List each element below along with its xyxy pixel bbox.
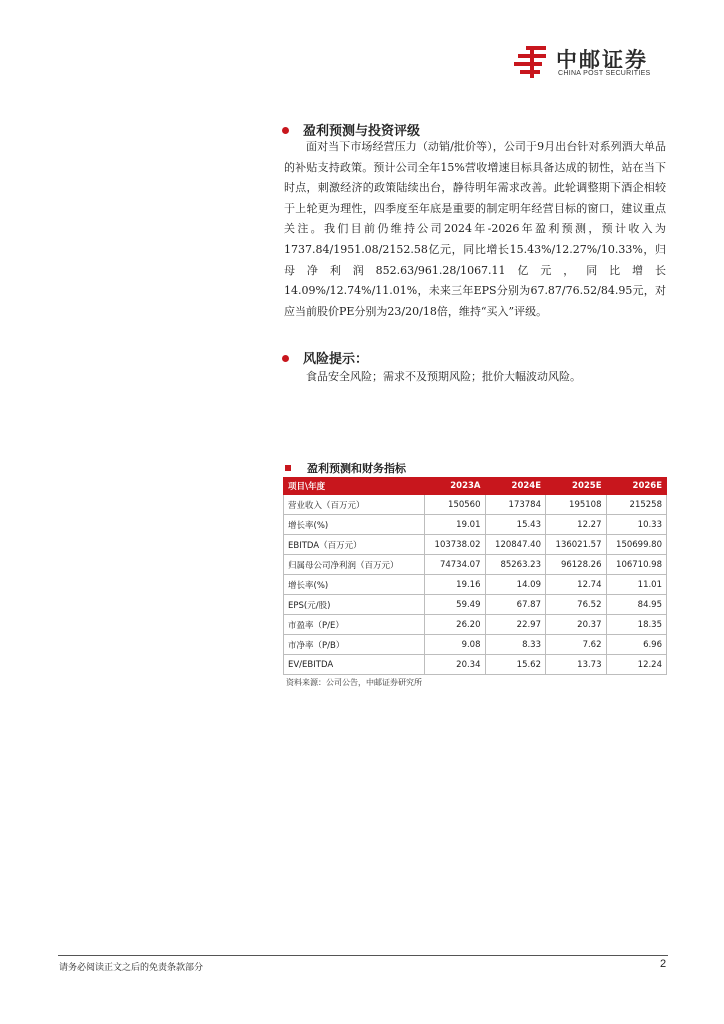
table-cell: 12.27	[546, 515, 607, 535]
table-cell: 195108	[546, 495, 607, 515]
table-row	[284, 615, 667, 635]
row-label: EV/EBITDA	[284, 655, 425, 675]
table-cell: 19.16	[425, 575, 486, 595]
table-cell: 215258	[606, 495, 667, 515]
table-cell: 67.87	[485, 595, 546, 615]
section-title: 盈利预测与投资评级	[303, 124, 421, 139]
table-cell: 150699.80	[606, 535, 667, 555]
risk-paragraph	[284, 367, 666, 388]
logo-chinese-text: 中邮证券	[556, 48, 648, 72]
table-cell: 85263.23	[485, 555, 546, 575]
square-bullet-icon	[285, 465, 291, 471]
table-row	[284, 535, 667, 555]
table-cell: 136021.57	[546, 535, 607, 555]
table-cell: 103738.02	[425, 535, 486, 555]
table-row	[284, 575, 667, 595]
row-label: 营业收入（百万元）	[284, 495, 425, 515]
row-label: 市净率（P/B）	[284, 635, 425, 655]
financial-table	[283, 477, 667, 675]
table-cell: 76.52	[546, 595, 607, 615]
table-cell: 84.95	[606, 595, 667, 615]
row-label: EPS(元/股)	[284, 595, 425, 615]
table-cell: 59.49	[425, 595, 486, 615]
company-logo	[512, 44, 672, 84]
table-title-text: 盈利预测和财务指标	[307, 462, 406, 475]
table-cell: 15.62	[485, 655, 546, 675]
table-cell: 26.20	[425, 615, 486, 635]
table-source-note: 资料来源：公司公告，中邮证券研究所	[286, 678, 422, 687]
forecast-text: 面对当下市场经营压力（动销/批价等），公司于9月出台针对系列酒大单品的补贴支持政策。预计公司全年15%营收增速目标具备达成的韧性，站在当下时点，刺激经济的政策陆续出台，静待明年需求改善。此轮调整期下酒企相较于上轮更为理性，四季度至年底是重要的制定明年经营目标的窗口，建议重点关注。我们目前仍维持公司2024年-2026年盈利预测，预计收入为1737.84/1951.08/2152.58亿元，同比增长15.43%/12.27%/10.33%，归母净利润852.63/961.28/1067.11亿元，同比增长14.09%/12.74%/11.01%，未来三年EPS分别为67.87/76.52/84.95元，对应当前股价PE分别为23/20/18倍，维持“买入”评级。	[284, 140, 666, 318]
bullet-icon	[282, 355, 289, 362]
table-cell: 20.34	[425, 655, 486, 675]
table-cell: 120847.40	[485, 535, 546, 555]
row-label: 增长率(%)	[284, 515, 425, 535]
table-cell: 7.62	[546, 635, 607, 655]
page-number: 2	[660, 958, 667, 970]
table-cell: 15.43	[485, 515, 546, 535]
table-cell: 13.73	[546, 655, 607, 675]
logo-english-text: CHINA POST SECURITIES	[558, 70, 651, 77]
header-cell: 2026E	[606, 478, 667, 495]
row-label: 增长率(%)	[284, 575, 425, 595]
table-title	[285, 460, 406, 476]
table-cell: 11.01	[606, 575, 667, 595]
header-cell: 2023A	[425, 478, 486, 495]
row-label: 市盈率（P/E）	[284, 615, 425, 635]
table-cell: 173784	[485, 495, 546, 515]
table-cell: 9.08	[425, 635, 486, 655]
bullet-icon	[282, 127, 289, 134]
table-cell: 20.37	[546, 615, 607, 635]
table-header-row	[284, 478, 667, 495]
table-cell: 14.09	[485, 575, 546, 595]
table-row	[284, 635, 667, 655]
footer-disclaimer: 请务必阅读正文之后的免责条款部分	[59, 963, 204, 973]
table-row	[284, 515, 667, 535]
header-cell: 2024E	[485, 478, 546, 495]
table-cell: 12.74	[546, 575, 607, 595]
header-cell: 2025E	[546, 478, 607, 495]
table-row	[284, 555, 667, 575]
section-heading-risk	[282, 348, 368, 367]
table-cell: 19.01	[425, 515, 486, 535]
table-cell: 150560	[425, 495, 486, 515]
risk-text: 食品安全风险；需求不及预期风险；批价大幅波动风险。	[306, 370, 581, 383]
table-cell: 6.96	[606, 635, 667, 655]
header-cell: 项目\年度	[284, 478, 425, 495]
table-row	[284, 495, 667, 515]
table-cell: 96128.26	[546, 555, 607, 575]
forecast-paragraph	[284, 137, 666, 322]
table-cell: 22.97	[485, 615, 546, 635]
china-post-logo-icon	[512, 44, 552, 78]
table-cell: 12.24	[606, 655, 667, 675]
table-cell: 106710.98	[606, 555, 667, 575]
table-row	[284, 655, 667, 675]
footer-divider	[58, 955, 668, 956]
row-label: 归属母公司净利润（百万元）	[284, 555, 425, 575]
table-row	[284, 595, 667, 615]
table-cell: 74734.07	[425, 555, 486, 575]
row-label: EBITDA（百万元）	[284, 535, 425, 555]
table-cell: 18.35	[606, 615, 667, 635]
table-cell: 8.33	[485, 635, 546, 655]
section-title: 风险提示：	[303, 352, 369, 367]
table-cell: 10.33	[606, 515, 667, 535]
